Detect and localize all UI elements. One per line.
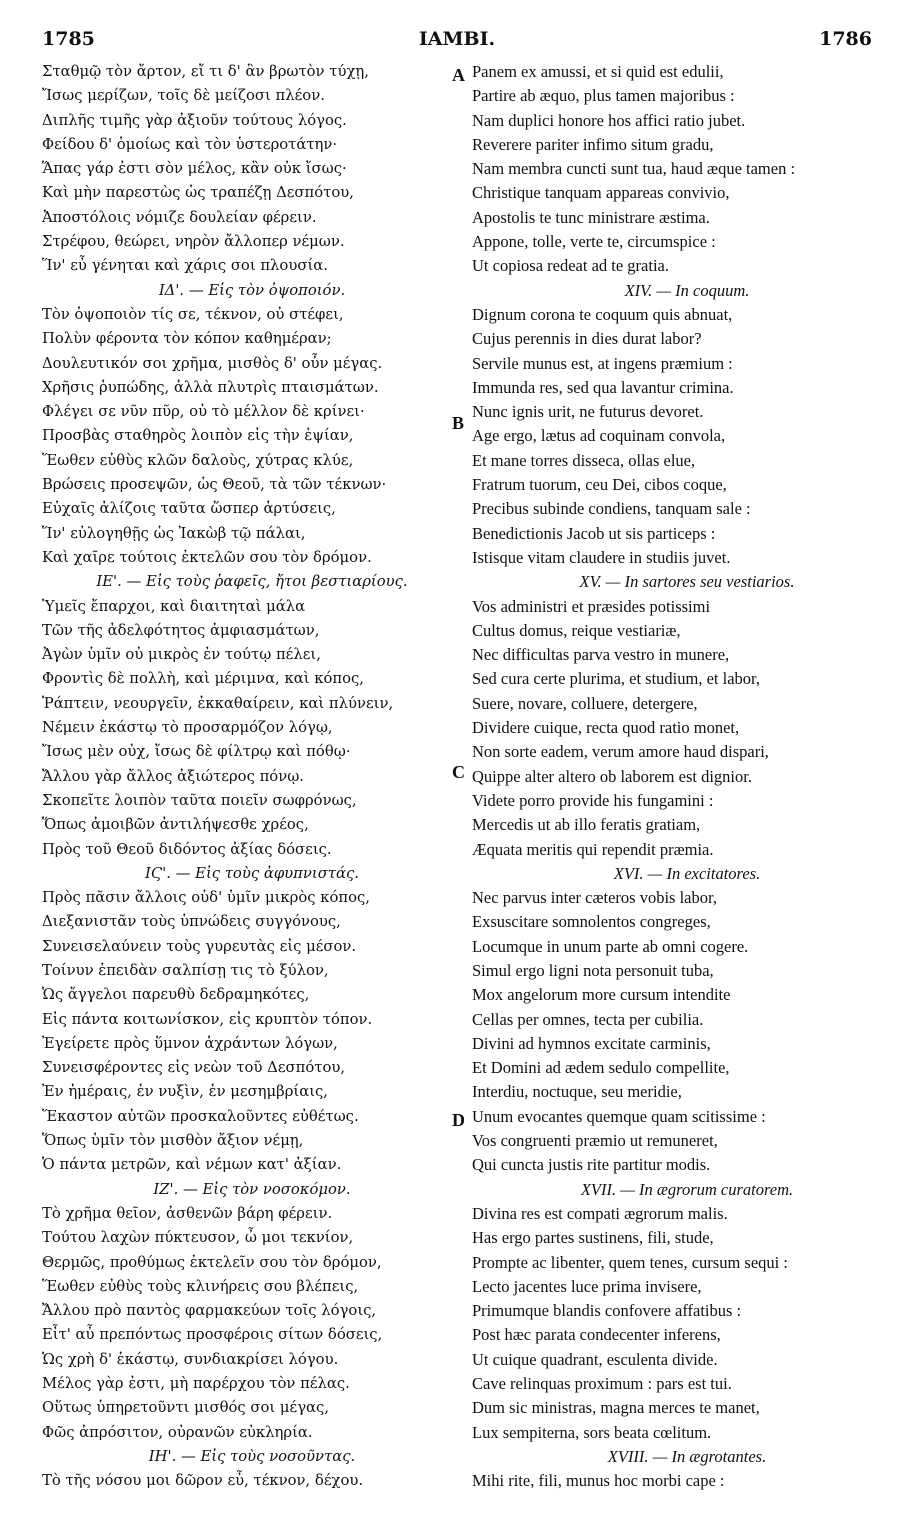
greek-line: Ὡς ἄγγελοι παρευθὺ δεδραμηκότες, <box>42 986 310 1004</box>
latin-line: Nam duplici honore hos affici ratio jubet. <box>472 110 746 130</box>
page-header <box>42 28 872 58</box>
latin-line: Age ergo, lætus ad coquinam convola, <box>472 426 726 446</box>
greek-line: Τὸν ὀψοποιὸν τίς σε, τέκνον, οὐ στέφει, <box>42 305 344 323</box>
latin-line: Cujus perennis in dies durat labor? <box>472 329 702 349</box>
greek-line: Ἵν' εὖ γένηται καὶ χάρις σοι πλουσία. <box>42 257 328 275</box>
latin-section-heading: XV. — In sartores seu vestiarios. <box>579 572 795 592</box>
page-number-right: 1786 <box>819 28 872 50</box>
greek-line: Τὸ τῆς νόσου μοι δῶρον εὖ, τέκνον, δέχου. <box>42 1472 364 1490</box>
latin-column <box>472 60 902 1494</box>
greek-line: Πολὺν φέροντα τὸν κόπον καθημέραν; <box>42 330 332 348</box>
latin-line: Divina res est compati ægrorum malis. <box>472 1203 728 1223</box>
greek-line: Διπλῆς τιμῆς γὰρ ἀξιοῦν τούτους λόγος. <box>42 111 347 129</box>
margin-letter-d: D <box>452 1110 465 1130</box>
greek-line: Νέμειν ἑκάστῳ τὸ προσαρμόζον λόγῳ, <box>42 719 333 737</box>
greek-line: Ἅπας γάρ ἐστι σὸν μέλος, κἂν οὐκ ἴσως· <box>42 160 347 178</box>
latin-line: Interdiu, noctuque, seu meridie, <box>472 1082 682 1102</box>
latin-line: Locumque in unum parte ab omni cogere. <box>472 936 749 956</box>
latin-line: Cultus domus, reique vestiariæ, <box>472 620 681 640</box>
latin-line: Istisque vitam claudere in studiis juvet. <box>472 547 731 567</box>
greek-section-heading: ΙϚ'. — Εἰς τοὺς ἀφυπνιστάς. <box>145 864 359 882</box>
greek-line: Συνεισφέροντες εἰς νεὼν τοῦ Δεσπότου, <box>42 1059 346 1077</box>
greek-line: Ῥάπτειν, νεουργεῖν, ἐκκαθαίρειν, καὶ πλύνειν, <box>42 694 394 712</box>
greek-section-heading: ΙΗ'. — Εἰς τοὺς νοσοῦντας. <box>148 1447 356 1465</box>
latin-section-heading: XVIII. — In ægrotantes. <box>607 1446 767 1466</box>
latin-line: Ut cuique quadrant, esculenta divide. <box>472 1349 718 1369</box>
latin-line: Simul ergo ligni nota personuit tuba, <box>472 960 714 980</box>
greek-line: Τούτου λαχὼν πύκτευσον, ὦ μοι τεκνίον, <box>42 1229 354 1247</box>
greek-line: Ἐγείρετε πρὸς ὕμνον ἀχράντων λόγων, <box>42 1034 338 1052</box>
greek-line: Ὅπως ἀμοιβῶν ἀντιλήψεσθε χρέος, <box>42 816 309 834</box>
greek-line: Θερμῶς, προθύμως ἐκτελεῖν σου τὸν δρόμον, <box>42 1253 382 1271</box>
latin-line: Lux sempiterna, sors beata cœlitum. <box>472 1422 712 1442</box>
latin-line: Unum evocantes quemque quam scitissime : <box>472 1106 766 1126</box>
running-head: IAMBI. <box>418 28 496 50</box>
greek-line: Μέλος γὰρ ἐστι, μὴ παρέρχου τὸν πέλας. <box>42 1375 350 1393</box>
latin-line: Videte porro provide his fungamini : <box>472 790 714 810</box>
margin-letter-b: B <box>452 413 465 433</box>
latin-line: Nec parvus inter cæteros vobis labor, <box>472 888 717 908</box>
greek-line: Φῶς ἀπρόσιτον, οὐρανῶν εὐκληρία. <box>42 1423 313 1441</box>
latin-line: Nunc ignis urit, ne futurus devoret. <box>472 402 704 422</box>
greek-line: Ἕωθεν εὐθὺς κλῶν δαλοὺς, χύτρας κλύε, <box>42 451 354 469</box>
latin-line: Vos congruenti præmio ut remuneret, <box>472 1131 718 1151</box>
latin-line: Precibus subinde condiens, tanquam sale : <box>472 499 751 519</box>
greek-line: Ὑμεῖς ἔπαρχοι, καὶ διαιτηταὶ μάλα <box>42 597 306 615</box>
greek-line: Καὶ χαῖρε τούτοις ἐκτελῶν σου τὸν δρόμον. <box>42 548 372 566</box>
latin-section-heading: XVII. — In ægrorum curatorem. <box>580 1179 794 1199</box>
greek-line: Ἵν' εὐλογηθῇς ὡς Ἰακὼβ τῷ πάλαι, <box>42 524 306 542</box>
greek-line: Ὅπως ὑμῖν τὸν μισθὸν ἄξιον νέμῃ, <box>42 1132 304 1150</box>
greek-line: Φείδου δ' ὁμοίως καὶ τὸν ὑστεροτάτην· <box>42 135 338 153</box>
latin-line: Fratrum tuorum, ceu Dei, cibos coque, <box>472 475 727 495</box>
greek-line: Προσβὰς σταθηρὸς λοιπὸν εἰς τὴν ἑψίαν, <box>42 427 354 445</box>
greek-line: Σταθμῷ τὸν ἄρτον, εἴ τι δ' ἂν βρωτὸν τύχῃ, <box>42 63 369 80</box>
margin-letter-c: C <box>452 762 465 782</box>
greek-section-heading: ΙΕ'. — Εἰς τοὺς ῥαφεῖς, ἤτοι βεστιαρίους. <box>96 573 408 591</box>
greek-line: Ἕωθεν εὐθὺς τοὺς κλινήρεις σου βλέπεις, <box>42 1277 359 1295</box>
latin-line: Apostolis te tunc ministrare æstima. <box>472 207 710 227</box>
latin-line: Divini ad hymnos excitate carminis, <box>472 1033 711 1053</box>
latin-section-heading: XVI. — In excitatores. <box>613 863 761 883</box>
latin-line: Vos administri et præsides potissimi <box>472 596 711 616</box>
latin-line: Dividere cuique, recta quod ratio monet, <box>472 718 740 738</box>
greek-line: Ἀγὼν ὑμῖν οὐ μικρὸς ἐν τούτῳ πέλει, <box>42 646 321 664</box>
greek-line: Τοίνυν ἐπειδὰν σαλπίσῃ τις τὸ ξύλον, <box>42 961 329 979</box>
greek-section-heading: ΙΖ'. — Εἰς τὸν νοσοκόμον. <box>153 1180 351 1198</box>
greek-line: Ἄλλου πρὸ παντὸς φαρμακεύων τοῖς λόγοις, <box>42 1302 377 1320</box>
greek-line: Ὡς χρὴ δ' ἑκάστῳ, συνδιακρίσει λόγου. <box>42 1350 339 1368</box>
latin-line: Immunda res, sed qua lavantur crimina. <box>472 377 734 397</box>
latin-line: Reverere pariter infimo situm gradu, <box>472 134 714 154</box>
greek-line: Δουλευτικόν σοι χρῆμα, μισθὸς δ' οὖν μέγας. <box>42 354 383 372</box>
latin-line: Primumque blandis confovere affatibus : <box>472 1301 742 1321</box>
latin-line: Cave relinquas proximum : pars est tui. <box>472 1374 732 1394</box>
greek-line: Φλέγει σε νῦν πῦρ, οὐ τὸ μέλλον δὲ κρίνει· <box>42 403 365 421</box>
greek-line: Τῶν τῆς ἀδελφότητος ἀμφιασμάτων, <box>42 621 320 639</box>
latin-line: Dignum corona te coquum quis abnuat, <box>472 304 733 324</box>
greek-line: Οὕτως ὑπηρετοῦντι μισθός σοι μέγας, <box>42 1399 330 1417</box>
greek-line: Καὶ μὴν παρεστὼς ὡς τραπέζῃ Δεσπότου, <box>42 184 354 202</box>
greek-line: Στρέφου, θεώρει, νηρὸν ἄλλοπερ νέμων. <box>42 233 345 251</box>
greek-line: Σκοπεῖτε λοιπὸν ταῦτα ποιεῖν σωφρόνως, <box>42 791 357 809</box>
latin-line: Panem ex amussi, et si quid est edulii, <box>472 62 724 81</box>
greek-line: Χρῆσις ῥυπώδης, ἀλλὰ πλυτρὶς πταισμάτων. <box>42 378 379 396</box>
latin-line: Lecto jacentes luce prima invisere, <box>472 1276 702 1296</box>
latin-line: Æquata meritis qui rependit præmia. <box>472 839 714 859</box>
greek-line: Ἀποστόλοις νόμιζε δουλείαν φέρειν. <box>42 208 317 226</box>
latin-line: Has ergo partes sustinens, fili, stude, <box>472 1228 714 1248</box>
latin-line: Servile munus est, at ingens præmium : <box>472 353 733 373</box>
greek-line: Τὸ χρῆμα θεῖον, ἀσθενῶν βάρη φέρειν. <box>42 1204 333 1222</box>
latin-line: Et Domini ad ædem sedulo compellite, <box>472 1058 730 1078</box>
latin-line: Nec difficultas parva vestro in munere, <box>472 645 730 665</box>
greek-column <box>42 60 465 1494</box>
greek-line: Ἐν ἡμέραις, ἐν νυξὶν, ἐν μεσημβρίαις, <box>42 1083 328 1101</box>
latin-line: Appone, tolle, verte te, circumspice : <box>472 232 716 252</box>
greek-line: Πρὸς πᾶσιν ἄλλοις οὐδ' ὑμῖν μικρὸς κόπος, <box>42 889 371 907</box>
greek-section-heading: ΙΔ'. — Εἰς τὸν ὀψοποιόν. <box>158 281 346 299</box>
latin-line: Exsuscitare somnolentos congreges, <box>472 912 711 932</box>
greek-line: Ἴσως μερίζων, τοῖς δὲ μείζοσι πλέον. <box>42 87 325 105</box>
margin-letter-a: A <box>452 65 465 85</box>
greek-line: Εἶτ' αὖ πρεπόντως προσφέροις σίτων δόσεις, <box>42 1326 383 1344</box>
latin-line: Non sorte eadem, verum amore haud dispari, <box>472 742 769 762</box>
latin-line: Christique tanquam appareas convivio, <box>472 183 730 203</box>
latin-line: Dum sic ministras, magna merces te manet, <box>472 1398 760 1418</box>
latin-line: Mercedis ut ab illo feratis gratiam, <box>472 815 701 835</box>
greek-line: Εἰς πάντα κοιτωνίσκον, εἰς κρυπτὸν τόπον. <box>42 1010 373 1028</box>
latin-line: Post hæc parata condecenter inferens, <box>472 1325 721 1345</box>
latin-line: Et mane torres disseca, ollas elue, <box>472 450 696 470</box>
latin-line: Cellas per omnes, tecta per cubilia. <box>472 1009 704 1029</box>
latin-line: Benedictionis Jacob ut sis particeps : <box>472 523 716 543</box>
latin-section-heading: XIV. — In coquum. <box>624 280 750 300</box>
greek-line: Ἄλλου γὰρ ἄλλος ἀξιώτερος πόνῳ. <box>42 767 304 785</box>
latin-line: Ut copiosa redeat ad te gratia. <box>472 256 669 276</box>
page-number-left: 1785 <box>42 28 95 50</box>
latin-line: Nam membra cuncti sunt tua, haud æque tamen : <box>472 159 796 179</box>
latin-line: Suere, novare, colluere, detergere, <box>472 693 698 713</box>
latin-line: Qui cuncta justis rite partitur modis. <box>472 1155 711 1175</box>
latin-line: Prompte ac libenter, quem tenes, cursum sequi : <box>472 1252 788 1272</box>
greek-line: Διεξανιστᾶν τοὺς ὑπνώδεις συγγόνους, <box>42 913 341 931</box>
latin-line: Mihi rite, fili, munus hoc morbi cape : <box>472 1471 725 1491</box>
greek-line: Πρὸς τοῦ Θεοῦ διδόντος ἀξίας δόσεις. <box>42 840 332 858</box>
greek-line: Ὁ πάντα μετρῶν, καὶ νέμων κατ' ἀξίαν. <box>42 1156 342 1174</box>
greek-line: Βρώσεις προσεψῶν, ὡς Θεοῦ, τὰ τῶν τέκνων· <box>42 476 387 494</box>
greek-line: Εὐχαῖς ἀλίζοις ταῦτα ὥσπερ ἀρτύσεις, <box>42 500 336 518</box>
greek-line: Ἴσως μὲν οὐχ, ἴσως δὲ φίλτρῳ καὶ πόθῳ· <box>42 743 351 761</box>
latin-line: Mox angelorum more cursum intendite <box>472 985 731 1005</box>
latin-line: Quippe alter altero ob laborem est dignior. <box>472 766 752 786</box>
greek-line: Φροντὶς δὲ πολλὴ, καὶ μέριμνα, καὶ κόπος, <box>42 670 364 688</box>
greek-line: Ἕκαστον αὐτῶν προσκαλοῦντες εὐθέτως. <box>42 1107 359 1125</box>
greek-line: Συνεισελαύνειν τοὺς γυρευτὰς εἰς μέσον. <box>42 937 357 955</box>
latin-line: Sed cura certe plurima, et studium, et labor, <box>472 669 760 689</box>
latin-line: Partire ab æquo, plus tamen majoribus : <box>472 86 735 106</box>
